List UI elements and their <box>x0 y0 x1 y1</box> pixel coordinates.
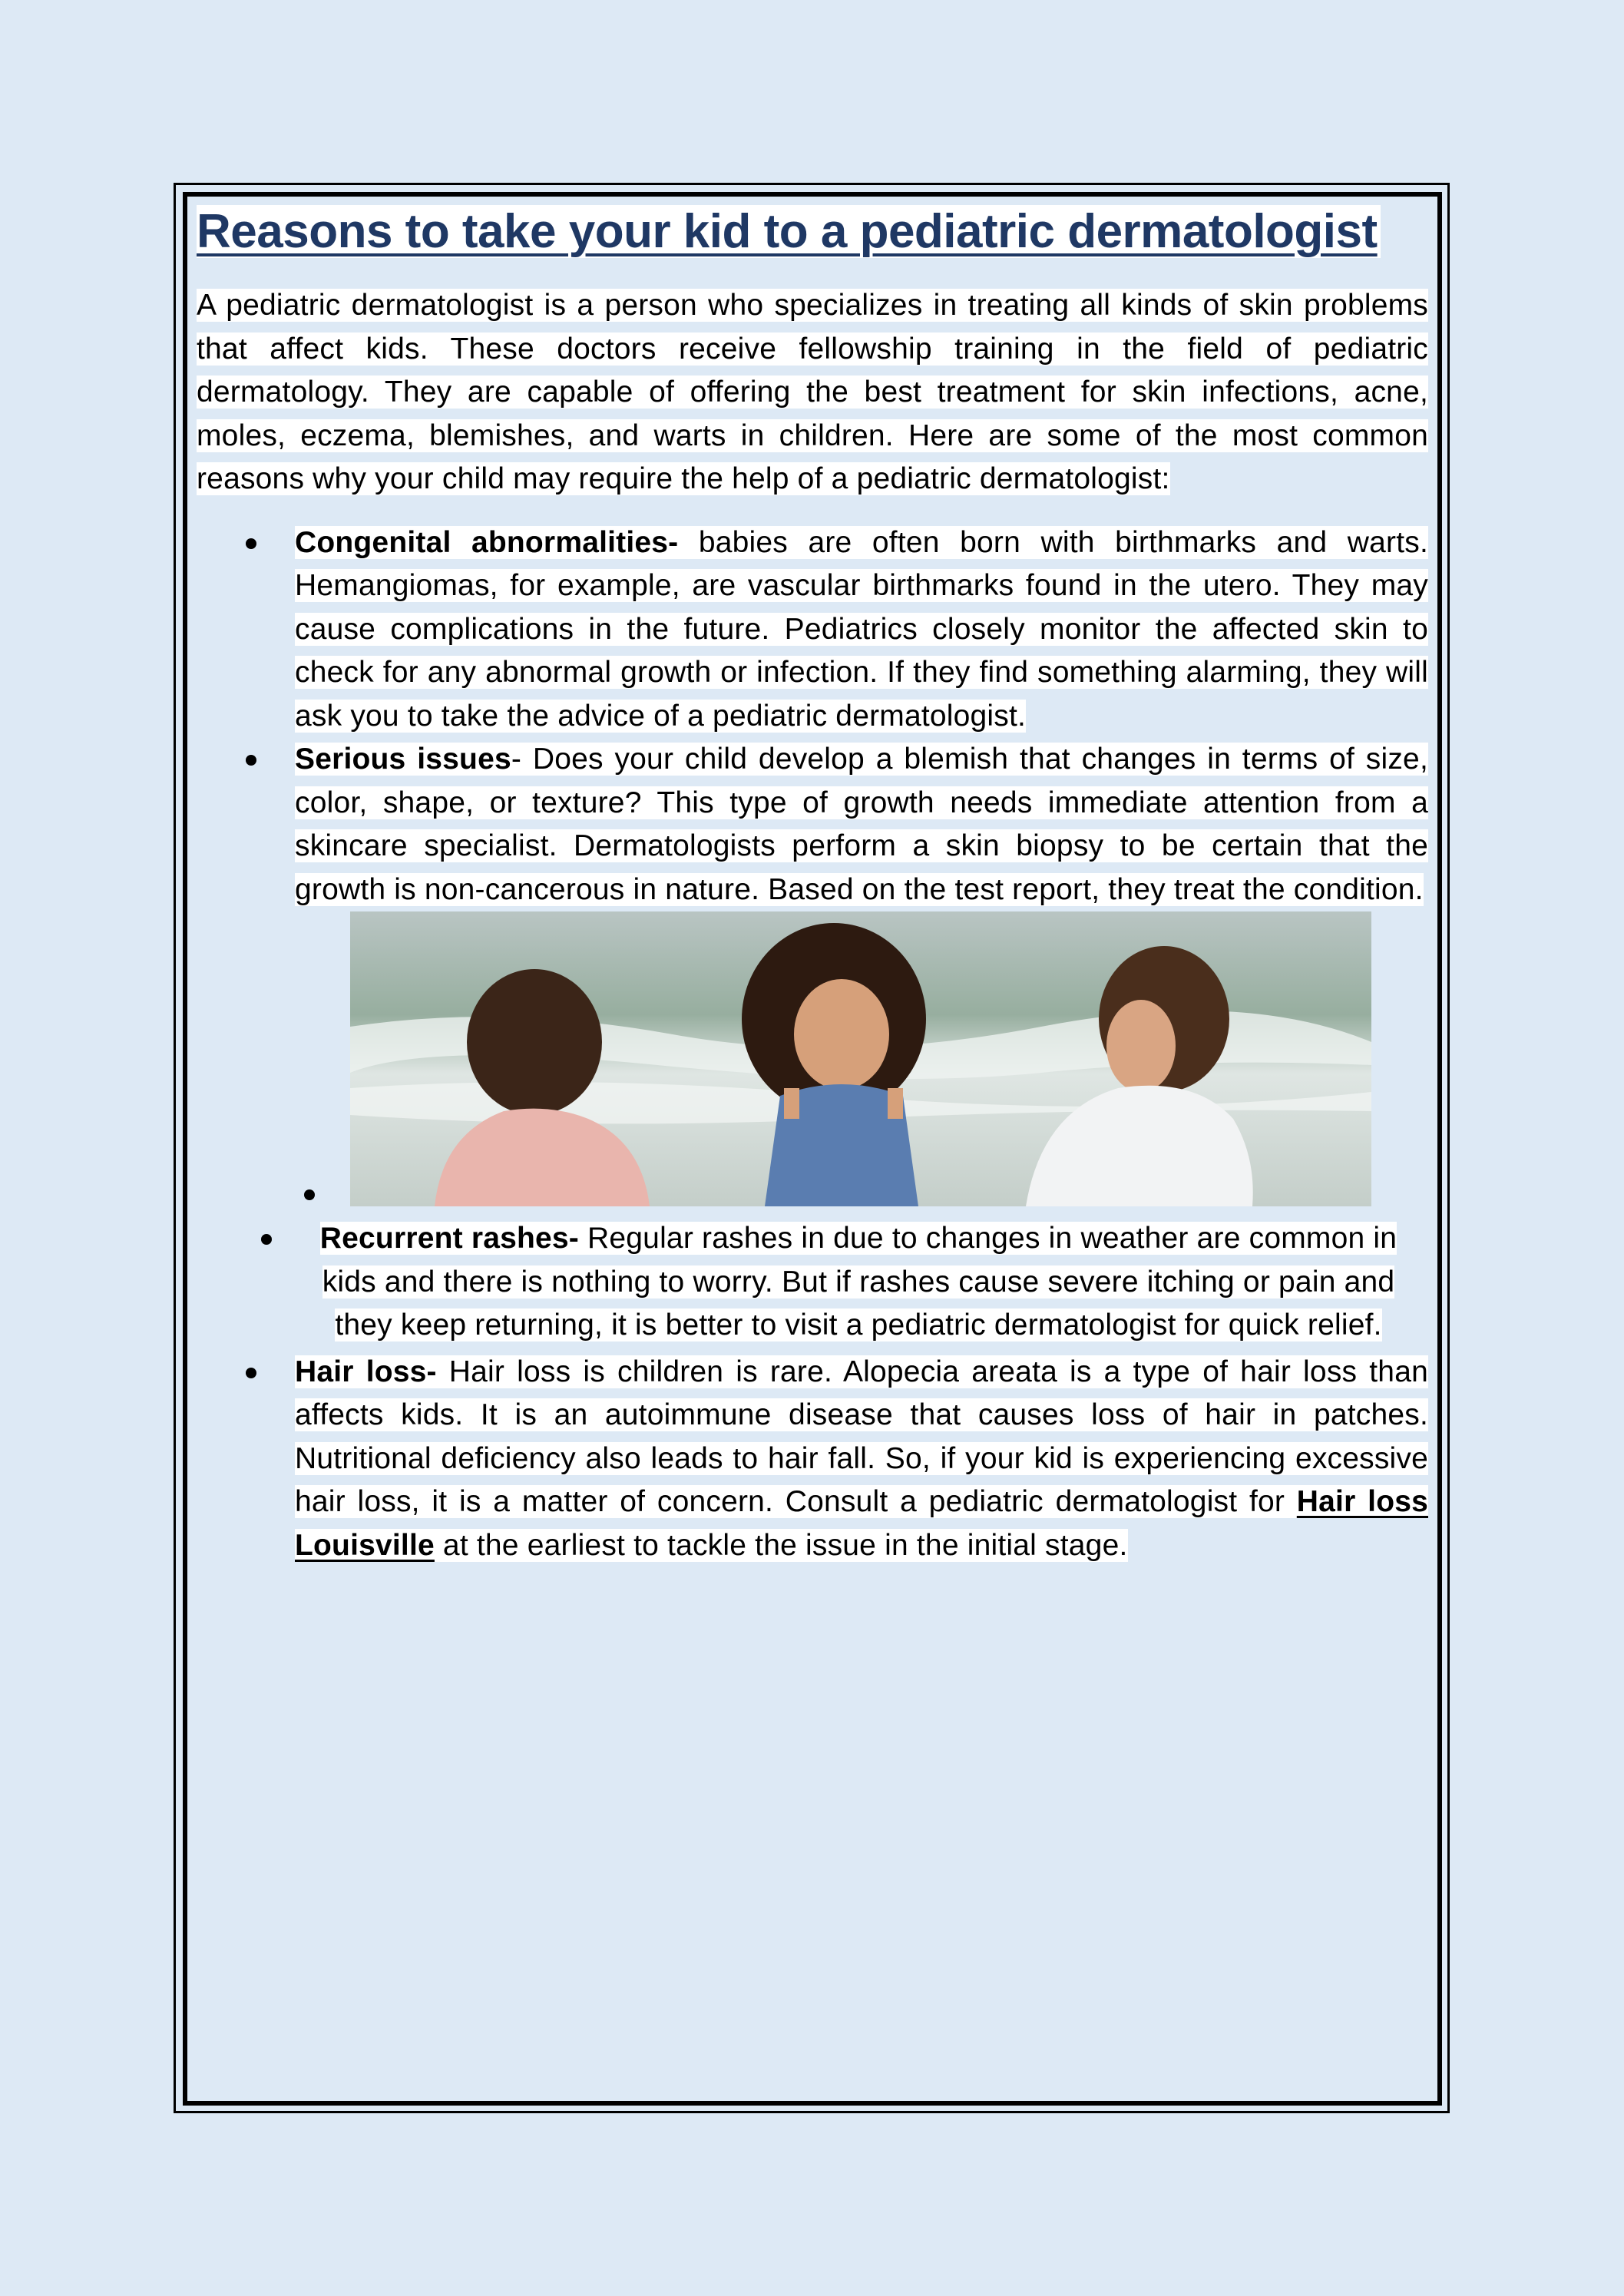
children-beach-photo <box>350 911 1371 1206</box>
bullet-icon <box>246 538 256 549</box>
item-heading: Serious issues <box>295 743 511 776</box>
item-text-tail: at the earliest to tackle the issue in the initial stage. <box>434 1528 1128 1562</box>
item-text: Regular rashes in due to changes in weather are common in kids and there is nothing to worry. But if rashes cause severe itching or pain and they keep returning, it is better to visit a pediatric dermatologist for quick relief. <box>322 1222 1397 1342</box>
list-item-rashes <box>197 1217 1428 1348</box>
list-item-congenital <box>197 521 1428 739</box>
hair-loss-louisville-link[interactable]: Hair loss Louisville <box>295 1485 1428 1562</box>
bullet-icon <box>261 1234 272 1245</box>
bullet-icon <box>246 755 256 766</box>
page-title: Reasons to take your kid to a pediatric dermatologist <box>197 198 1428 266</box>
item-text: - Does your child develop a blemish that changes in terms of size, color, shape, or texture? This type of growth needs immediate attention from a skincare specialist. Dermatologists perform a skin biopsy to be certain that the growth is non-cancerous in nature. Based on the test report, they treat the condition. <box>295 743 1428 906</box>
intro-paragraph: A pediatric dermatologist is a person who specializes in treating all kinds of skin problems that affect kids. These doctors receive fellowship training in the field of pediatric dermatology. They are capable of offering the best treatment for skin infections, acne, moles, eczema, blemishes, and warts in children. Here are some of the most common reasons why your child may require the help of a pediatric dermatologist: <box>197 289 1428 495</box>
item-heading: Hair loss- <box>295 1355 437 1388</box>
item-heading: Recurrent rashes- <box>319 1222 579 1255</box>
item-text: babies are often born with birthmarks and warts. Hemangiomas, for example, are vascular birthmarks found in the utero. They may cause complications in the future. Pediatrics closely monitor the affected skin to check for any abnormal growth or infection. If they find something alarming, they will ask you to take the advice of a pediatric dermatologist. <box>295 525 1428 733</box>
bullet-icon <box>304 1189 315 1200</box>
reasons-list <box>197 521 1428 1568</box>
bullet-icon <box>246 1368 256 1378</box>
item-text: Hair loss is children is rare. Alopecia areata is a type of hair loss than affects kids. It is an autoimmune disease that causes loss of hair in patches. Nutritional deficiency also leads to hair fall. So, if your kid is experiencing excessive hair loss, it is a matter of concern. Consult a pediatric dermatologist for <box>295 1355 1428 1518</box>
item-heading: Congenital abnormalities- <box>295 525 679 559</box>
list-item-hair-loss <box>197 1351 1428 1568</box>
list-item-serious <box>197 738 1428 911</box>
list-item-image <box>197 911 1428 1217</box>
document-body <box>197 198 1428 1567</box>
